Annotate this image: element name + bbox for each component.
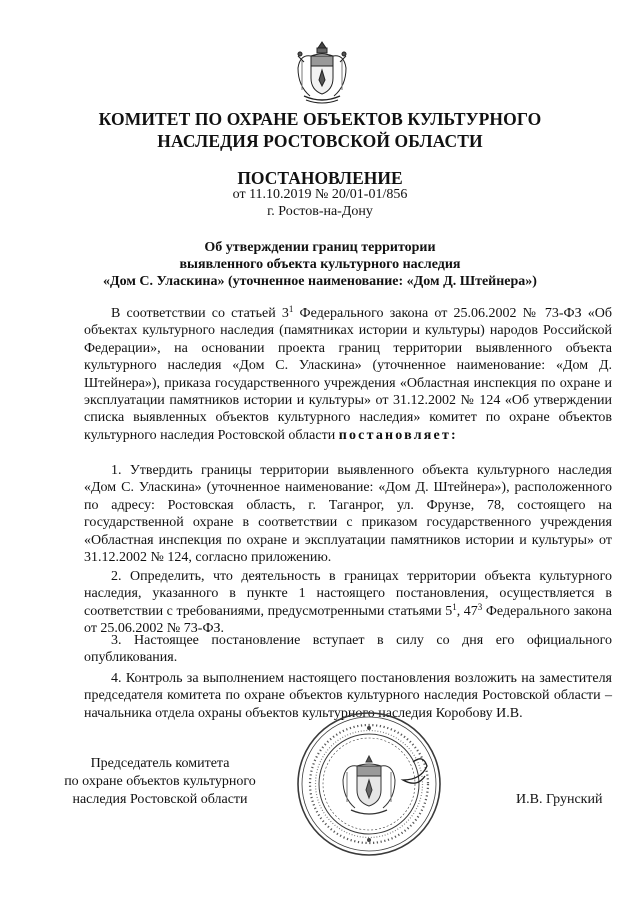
document-subject: [0, 239, 640, 290]
resolves-word: постановляет:: [338, 427, 458, 443]
item2-superscript-1: 1: [452, 601, 457, 612]
item-paragraph-1: 1. Утвердить границы территории выявленного объекта культурного наследия «Дом С. Уласкина» (уточненное наименование: «Дом Д. Штейнера»), расположенного по адресу: Ростовская область, г. Таганрог, ул. Фрунзе, 78, состоящего на государственной охране в соответствии с приказом государственного учреждения «Областная инспекция по охране и эксплуатации памятников истории и культуры» от 31.12.2002 № 124, согласно приложению.: [84, 463, 612, 566]
item2-text-part3: Федерального закона от 25.06.2002 № 73-ФЗ.: [84, 603, 613, 637]
intro-text-part2: Федерального закона от 25.06.2002 № 73-ФЗ «Об объектах культурного наследия (памятниках истории и культуры) народов Российской Федерации», на основании проекта границ территории выявленного объекта культурного наследия «Дом С. Уласкина» (уточненное наименование: «Дом Д. Штейнера»), приказа государственного учреждения «Областная инспекция по охране и эксплуатации памятников истории и культуры» от 31.12.2002 № 124 «Об утверждении списка выявленных объектов культурного наследия» комитет по охране объектов культурного наследия Ростовской области: [84, 306, 612, 443]
intro-text-part1: В соответствии со статьей 3: [111, 306, 289, 321]
item-paragraph-3: 3. Настоящее постановление вступает в силу со дня его официального опубликования.: [84, 633, 612, 666]
item-paragraph-4: 4. Контроль за выполнением настоящего постановления возложить на заместителя председателя комитета по охране объектов культурного наследия Ростовской области – начальника отдела охраны объектов культурного наследия Коробову И.В.: [84, 671, 612, 721]
signer-name: И.В. Грунский: [516, 792, 603, 807]
intro-paragraph: [84, 305, 612, 444]
signer-position-line2: по охране объектов культурного: [64, 774, 256, 789]
committee-name-line1: КОМИТЕТ ПО ОХРАНЕ ОБЪЕКТОВ КУЛЬТУРНОГО: [98, 109, 542, 129]
document-type-heading: ПОСТАНОВЛЕНИЕ: [237, 168, 403, 188]
committee-name: [0, 108, 640, 152]
item2-text-part1: 2. Определить, что деятельность в границах территории объекта культурного наследия, указанного в пункте 1 настоящего постановления, осуществляется в соответствии с требованиями, предусмотренными статьями 5: [84, 569, 612, 619]
committee-name-line2: НАСЛЕДИЯ РОСТОВСКОЙ ОБЛАСТИ: [157, 131, 483, 151]
coat-of-arms-emblem: [292, 40, 352, 106]
subject-line2: выявленного объекта культурного наследия: [179, 257, 461, 272]
intro-superscript: 1: [288, 304, 294, 314]
document-date-number: от 11.10.2019 № 20/01-01/856: [232, 187, 408, 202]
item2-text-part2: , 47: [456, 603, 478, 619]
subject-line3: «Дом С. Уласкина» (уточненное наименование: «Дом Д. Штейнера»): [103, 274, 537, 289]
document-city: г. Ростов-на-Дону: [267, 204, 373, 219]
official-seal-stamp: [295, 710, 443, 858]
signer-position-line3: наследия Ростовской области: [72, 792, 248, 807]
signer-position-line1: Председатель комитета: [90, 756, 230, 771]
subject-line1: Об утверждении границ территории: [204, 240, 436, 255]
signer-position: [40, 755, 280, 809]
item-paragraph-2: [84, 568, 612, 638]
item2-superscript-2: 3: [477, 601, 483, 612]
